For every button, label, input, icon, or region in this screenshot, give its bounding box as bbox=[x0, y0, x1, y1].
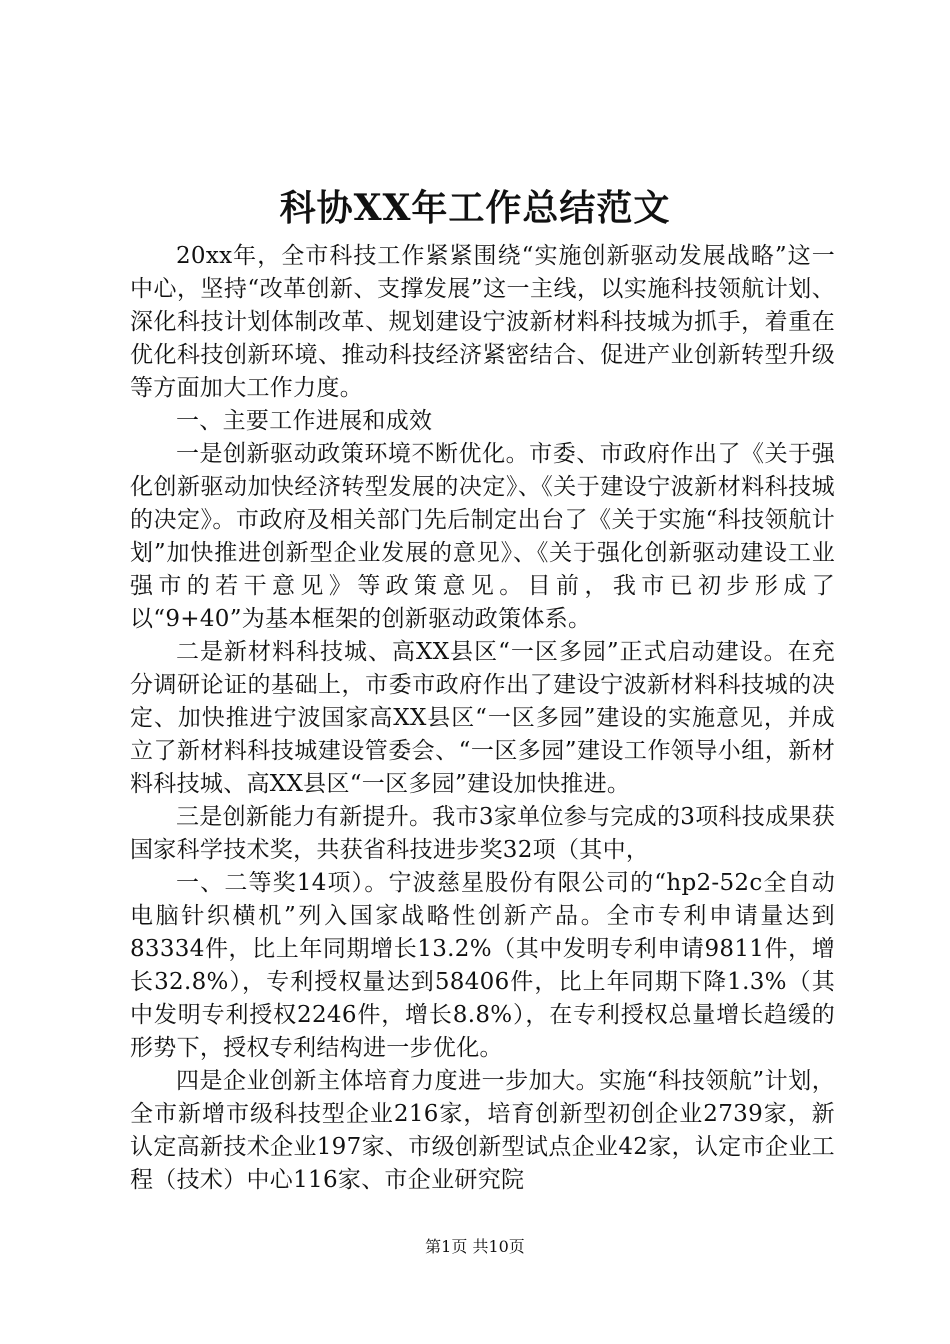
document-body bbox=[130, 240, 835, 1197]
paragraph-policy: 一是创新驱动政策环境不断优化。市委、市政府作出了《关于强化创新驱动加快经济转型发展的决定》、《关于建设宁波新材料科技城的决定》。市政府及相关部门先后制定出台了《关于实施“科技领航计划”加快推进创新型企业发展的意见》、《关于强化创新驱动建设工业强市的若干意见》等政策意见。目前，我市已初步形成了以“9+40”为基本框架的创新驱动政策体系。 bbox=[130, 441, 835, 632]
paragraph-intro: 20xx年，全市科技工作紧紧围绕“实施创新驱动发展战略”这一中心，坚持“改革创新、支撑发展”这一主线，以实施科技领航计划、深化科技计划体制改革、规划建设宁波新材料科技城为抓手，着重在优化科技创新环境、推动科技经济紧密结合、促进产业创新转型升级等方面加大工作力度。 bbox=[130, 243, 835, 401]
paragraph-new-materials: 二是新材料科技城、高XX县区“一区多园”正式启动建设。在充分调研论证的基础上，市委市政府作出了建设宁波新材料科技城的决定、加快推进宁波国家高XX县区“一区多园”建设的实施意见，并成立了新材料科技城建设管委会、“一区多园”建设工作领导小组，新材料科技城、高XX县区“一区多园”建设加快推进。 bbox=[130, 639, 835, 797]
page-footer: 第1页 共10页 bbox=[425, 1237, 525, 1256]
paragraph-enterprise: 四是企业创新主体培育力度进一步加大。实施“科技领航”计划，全市新增市级科技型企业216家，培育创新型初创企业2739家，新认定高新技术企业197家、市级创新型试点企业42家，认定市企业工程（技术）中心116家、市企业研究院 bbox=[130, 1068, 835, 1193]
section-heading: 一、主要工作进展和成效 bbox=[176, 408, 433, 434]
paragraph-awards-patents: 一、二等奖14项）。宁波慈星股份有限公司的“hp2-52c全自动电脑针织横机”列入国家战略性创新产品。全市专利申请量达到83334件，比上年同期增长13.2%（其中发明专利申请9811件，增长32.8%），专利授权量达到58406件，比上年同期下降1.3%（其中发明专利授权2246件，增长8.8%），在专利授权总量增长趋缓的形势下，授权专利结构进一步优化。 bbox=[130, 870, 835, 1061]
document-title: 科协XX年工作总结范文 bbox=[279, 187, 671, 229]
paragraph-innovation: 三是创新能力有新提升。我市3家单位参与完成的3项科技成果获国家科学技术奖，共获省科技进步奖32项（其中， bbox=[130, 804, 835, 863]
